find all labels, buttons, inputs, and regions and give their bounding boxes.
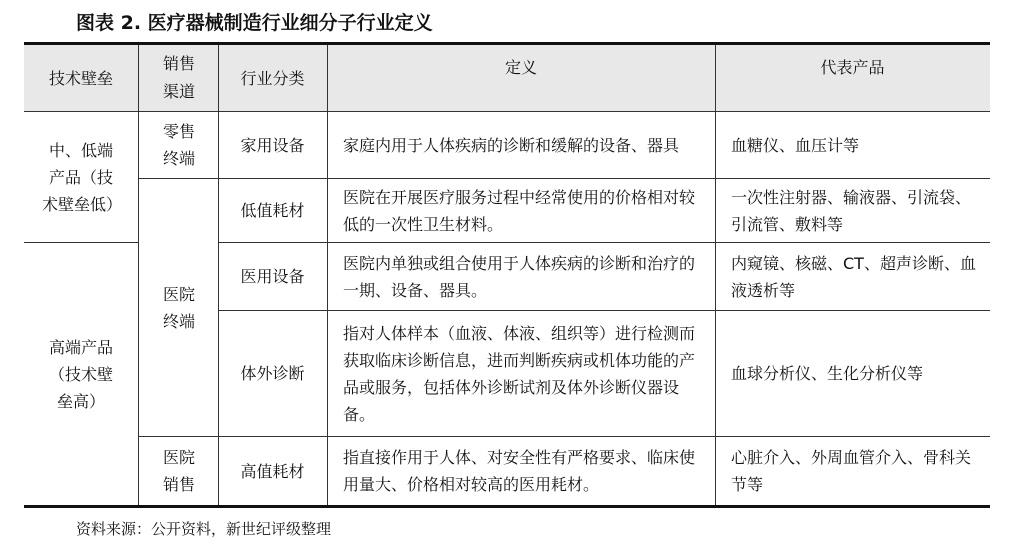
bottom-rule [24, 505, 990, 508]
header-barrier: 技术壁垒 [48, 68, 113, 88]
row-1-products: 血糖仪、血压计等 [731, 135, 860, 155]
row-2-products: 一次性注射器、输液器、引流袋、引流管、敷料等 [731, 187, 972, 234]
header-products: 代表产品 [820, 57, 885, 77]
row-3-category: 医用设备 [240, 267, 305, 286]
barrier-high: 高端产品（技术壁垒高） [48, 337, 113, 411]
header-category: 行业分类 [240, 68, 305, 88]
row-1-definition: 家庭内用于人体疾病的诊断和缓解的设备、器具 [343, 135, 680, 155]
barrier-low: 中、低端产品（技术壁垒低） [42, 140, 123, 214]
row-5-products: 心脏介入、外周血管介入、骨科关节等 [731, 448, 972, 494]
row-4-definition: 指对人体样本（血液、体液、组织等）进行检测而获取临床诊断信息，进而判断疾病或机体功能的产品或服务，包括体外诊断试剂及体外诊断仪器设备。 [343, 323, 696, 424]
row-3-definition: 医院内单独或组合使用于人体疾病的诊断和治疗的一期、设备、器具。 [343, 253, 696, 300]
row-4-products: 血球分析仪、生化分析仪等 [731, 364, 924, 383]
row-3-products: 内窥镜、核磁、CT、超声诊断、血液透析等 [731, 253, 976, 300]
channel-hospital-sales: 医院销售 [162, 448, 195, 494]
channel-retail: 零售终端 [162, 122, 195, 168]
row-1-category: 家用设备 [240, 135, 305, 155]
row-5-category: 高值耗材 [240, 461, 305, 481]
row-4-category: 体外诊断 [240, 364, 305, 383]
table-title: 图表 2. 医疗器械制造行业细分子行业定义 [76, 12, 433, 34]
header-channel: 销售渠道 [162, 54, 195, 101]
row-5-definition: 指直接作用于人体、对安全性有严格要求、临床使用量大、价格相对较高的医用耗材。 [343, 448, 696, 494]
row-2-category: 低值耗材 [240, 201, 305, 220]
source-note: 资料来源：公开资料，新世纪评级整理 [76, 520, 332, 538]
col-rule-1 [138, 45, 139, 505]
channel-hospital-terminal: 医院终端 [162, 284, 195, 331]
row-2-definition: 医院在开展医疗服务过程中经常使用的价格相对较低的一次性卫生材料。 [343, 187, 696, 234]
header-definition: 定义 [504, 57, 537, 77]
industry-definition-table [24, 42, 990, 508]
